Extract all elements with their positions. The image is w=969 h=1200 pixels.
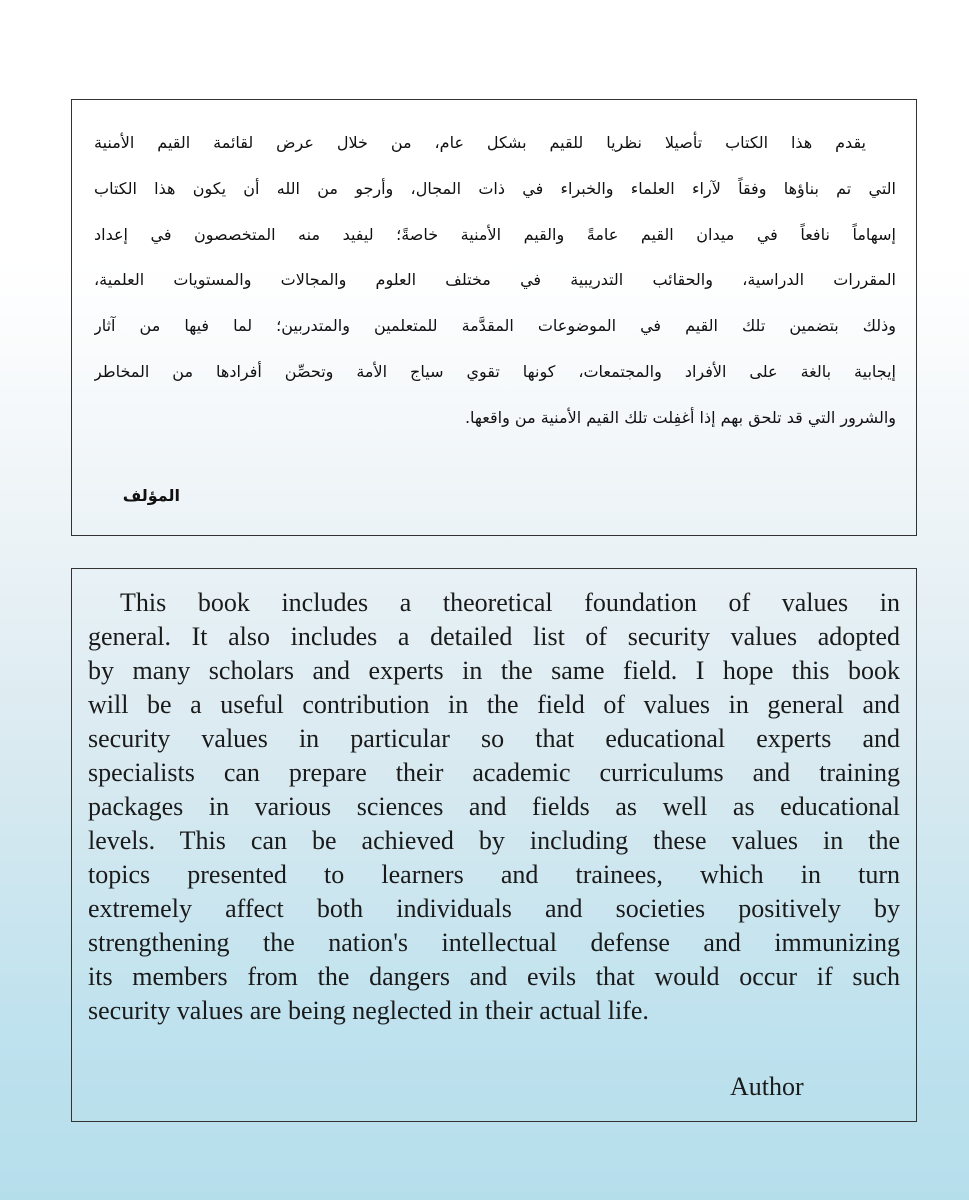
english-line: will be a useful contribution in the field of values in general and	[88, 690, 900, 719]
english-line: topics presented to learners and trainees, which in turn	[88, 860, 900, 889]
arabic-line: يقدم هذا الكتاب تأصيلا نظريا للقيم بشكل عام، من خلال عرض لقائمة القيم الأمنية	[94, 133, 866, 152]
arabic-line: المقررات الدراسية، والحقائب التدريبية في مختلف العلوم والمجالات والمستويات العلمية،	[94, 270, 896, 290]
english-line: security values are being neglected in their actual life.	[88, 996, 649, 1025]
arabic-author-signature: المؤلف	[122, 486, 180, 505]
english-line: general. It also includes a detailed list of security values adopted	[88, 622, 900, 651]
english-author-signature: Author	[730, 1072, 804, 1101]
arabic-line: والشرور التي قد تلحق بهم إذا أغفِلت تلك القيم الأمنية من واقعها.	[464, 407, 896, 427]
english-line: security values in particular so that educational experts and	[88, 724, 900, 753]
arabic-line: التي تم بناؤها وفقاً لآراء العلماء والخبراء في ذات المجال، وأرجو من الله أن يكون هذا الكتاب	[94, 178, 896, 198]
english-line: packages in various sciences and fields as well as educational	[88, 792, 900, 821]
arabic-line: إيجابية بالغة على الأفراد والمجتمعات، كونها تقوي سياج الأمة وتحصِّن أفرادها من المخاطر	[94, 361, 896, 381]
english-line: This book includes a theoretical foundation of values in	[120, 588, 900, 617]
english-line: strengthening the nation's intellectual defense and immunizing	[88, 928, 900, 957]
english-line: extremely affect both individuals and societies positively by	[88, 894, 900, 923]
arabic-line: وذلك بتضمين تلك القيم في الموضوعات المقدَّمة للمتعلمين والمتدربين؛ لما فيها من آثار	[94, 316, 896, 336]
english-line: specialists can prepare their academic curriculums and training	[88, 758, 900, 787]
arabic-preface-box	[71, 99, 917, 536]
english-line: levels. This can be achieved by including these values in the	[88, 826, 900, 855]
english-line: by many scholars and experts in the same field. I hope this book	[88, 656, 900, 685]
arabic-line: إسهاماً نافعاً في ميدان القيم عامةً والقيم الأمنية خاصةً؛ ليفيد منه المتخصصون في إعداد	[94, 224, 896, 244]
english-line: its members from the dangers and evils that would occur if such	[88, 962, 900, 991]
english-preface-box	[71, 568, 917, 1122]
